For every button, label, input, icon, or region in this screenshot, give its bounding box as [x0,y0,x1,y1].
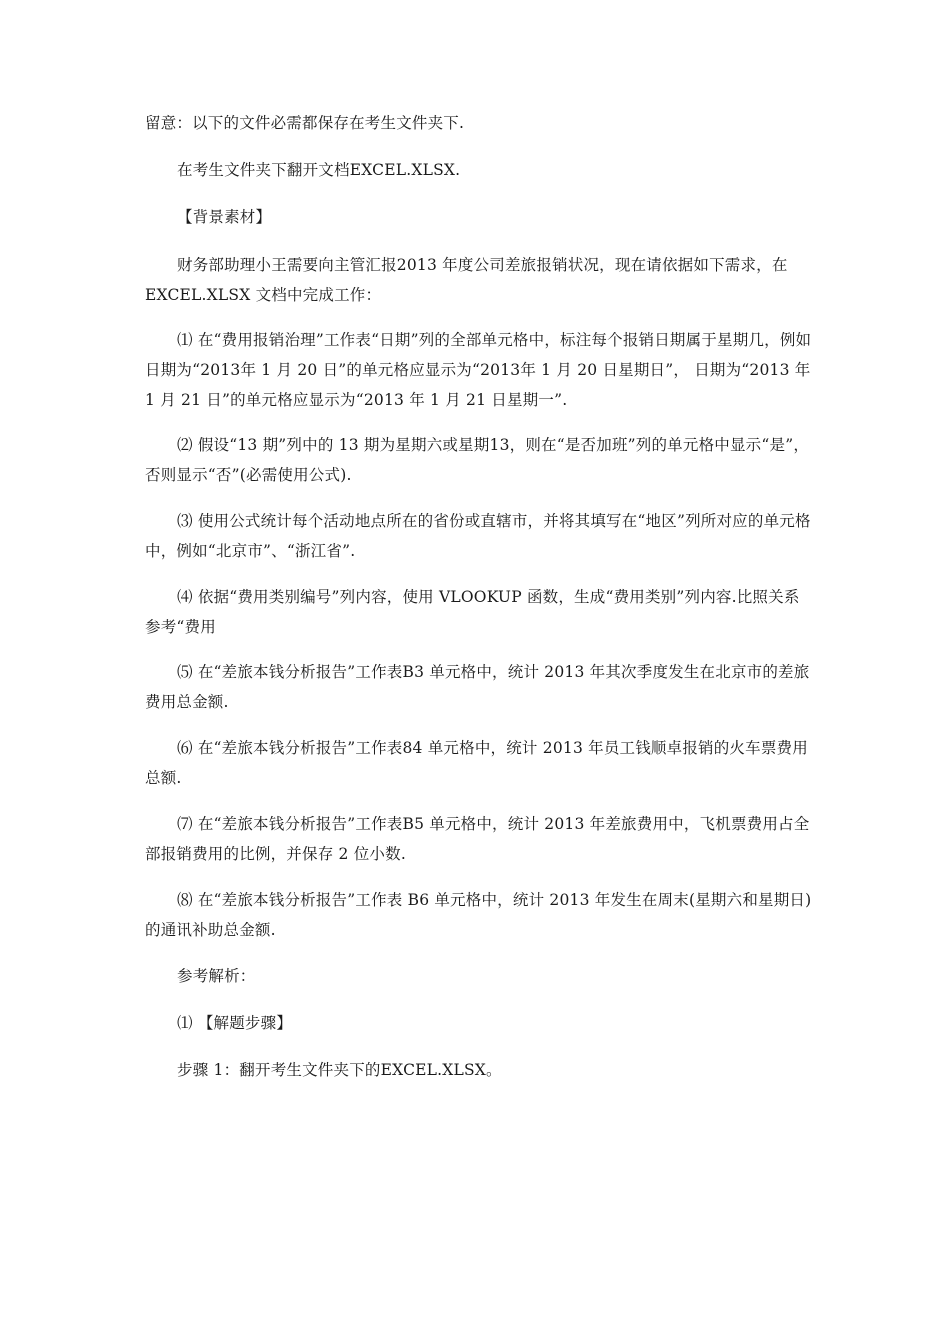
task-8: ⑻ 在“差旅本钱分析报告”工作表 B6 单元格中，统计 2013 年发生在周末(星期六和星期日)的通讯补助总金额. [145,891,812,939]
background-paragraph: 财务部助理小王需要向主管汇报2013 年度公司差旅报销状况，现在请依据如下需求，在 EXCEL.XLSX 文档中完成工作： [145,256,788,304]
task-4: ⑷ 依据“费用类别编号”列内容，使用 VLOOKUP 函数，生成“费用类别”列内容.比照关系参考“费用 [145,588,800,636]
task-6: ⑹ 在“差旅本钱分析报告”工作表84 单元格中，统计 2013 年员工钱顺卓报销的火车票费用总额. [145,739,808,787]
task-7: ⑺ 在“差旅本钱分析报告”工作表B5 单元格中，统计 2013 年差旅费用中，飞机票费用占全部报销费用的比例，并保存 2 位小数. [145,815,810,863]
step-1: 步骤 1：翻开考生文件夹下的EXCEL.XLSX。 [177,1061,502,1079]
task-3: ⑶ 使用公式统计每个活动地点所在的省份或直辖市，并将其填写在“地区”列所对应的单元格中，例如“北京市”、“浙江省”. [145,512,811,560]
task-1: ⑴ 在“费用报销治理”工作表“日期”列的全部单元格中，标注每个报销日期属于星期几，例如日期为“2013年 1 月 20 日”的单元格应显示为“2013年 1 月 20 日星期日”， 日期为“2013 年 1 月 21 日”的单元格应显示为“2013 年 1 月 21 日星期一”. [145,331,812,409]
notice-line: 留意：以下的文件必需都保存在考生文件夹下. [145,114,465,132]
task-5: ⑸ 在“差旅本钱分析报告”工作表B3 单元格中，统计 2013 年其次季度发生在北京市的差旅费用总金额. [145,663,810,711]
open-file-line: 在考生文件夹下翻开文档EXCEL.XLSX. [177,161,461,179]
solution-step-heading: ⑴ 【解题步骤】 [177,1014,293,1032]
background-heading: 【背景素材】 [177,208,272,226]
reference-heading: 参考解析： [177,967,256,985]
task-2: ⑵ 假设“13 期”列中的 13 期为星期六或星期13，则在“是否加班”列的单元格中显示“是”，否则显示“否”(必需使用公式). [145,436,810,484]
